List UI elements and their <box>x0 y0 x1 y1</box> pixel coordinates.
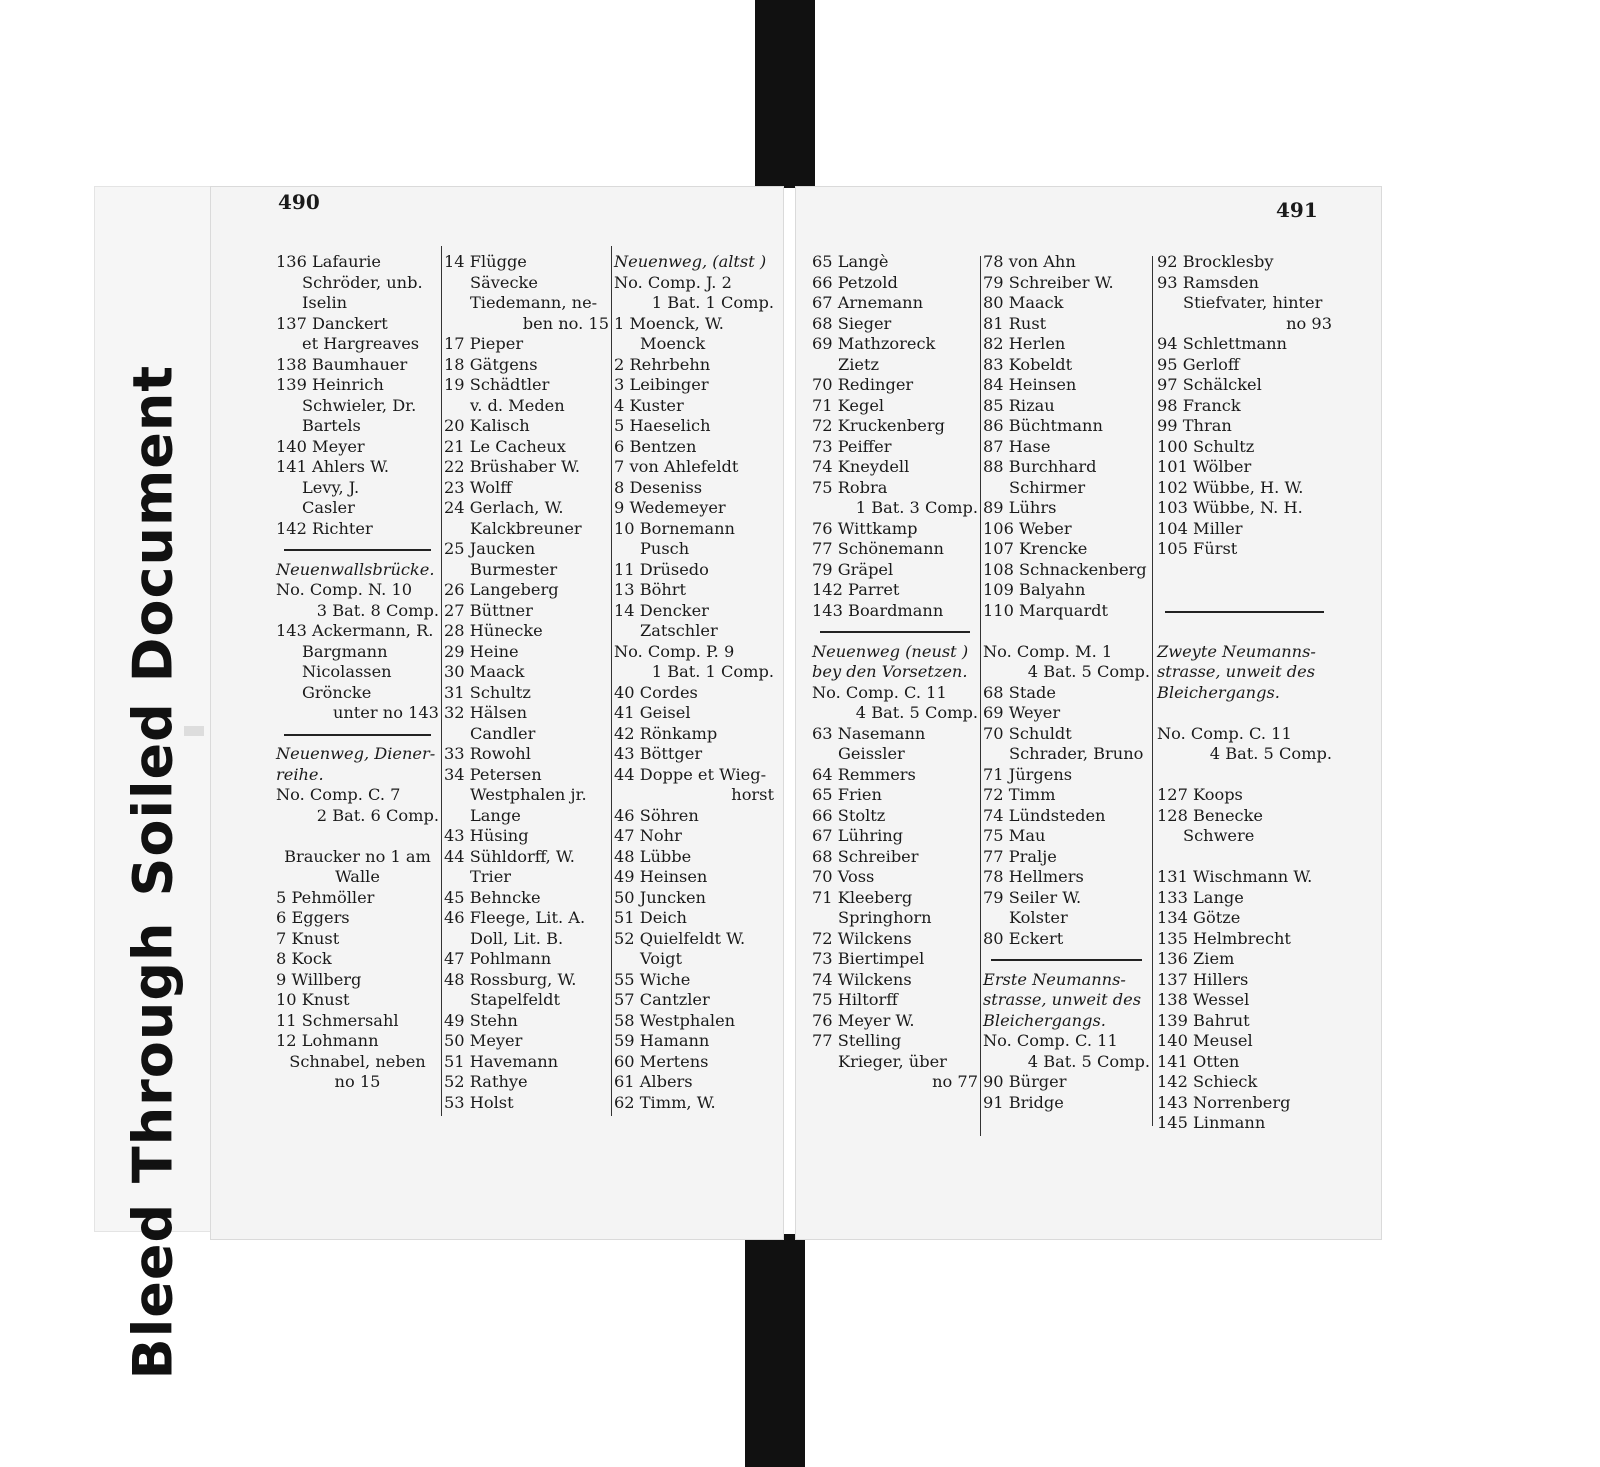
entry-continuation: Levy, J. <box>302 477 360 497</box>
entry-centered-line: no 15 <box>334 1072 381 1091</box>
entry-line: 145 Linmann <box>1157 1113 1266 1132</box>
strip-notch <box>184 726 204 736</box>
entry-line: 12 Lohmann <box>276 1031 379 1050</box>
entry-continuation: Schwere <box>1183 826 1255 845</box>
entry-line: 21 Le Cacheux <box>444 436 566 456</box>
entry-line: 66 Stoltz <box>812 805 886 825</box>
entry-line: 70 Schuldt <box>983 723 1072 743</box>
entry-line: 78 von Ahn <box>983 252 1076 271</box>
entry-line: 61 Albers <box>614 1072 693 1091</box>
entry-line: 142 Schieck <box>1157 1072 1258 1091</box>
column-2 <box>444 252 609 1113</box>
entry-line: 72 Wilckens <box>812 928 912 948</box>
entry-line: 63 Nasemann <box>812 723 926 743</box>
entry-continuation: Krieger, über <box>838 1051 947 1071</box>
entry-line: 99 Thran <box>1157 416 1232 435</box>
entry-line: 81 Rust <box>983 313 1047 333</box>
entry-line: 71 Jürgens <box>983 764 1073 784</box>
entry-line: 42 Rönkamp <box>614 723 718 743</box>
entry-right-line: 4 Bat. 5 Comp. <box>1027 662 1150 681</box>
entry-line: 75 Mau <box>983 826 1046 845</box>
entry-right-line: 3 Bat. 8 Comp. <box>316 600 439 620</box>
entry-line: 90 Bürger <box>983 1072 1067 1091</box>
entry-right-line: 4 Bat. 5 Comp. <box>855 703 978 722</box>
entry-line: 52 Rathye <box>444 1072 528 1091</box>
entry-continuation: Burmester <box>470 559 558 579</box>
entry-line: 135 Helmbrecht <box>1157 928 1291 948</box>
entry-line: 32 Hälsen <box>444 703 528 722</box>
entry-line: 103 Wübbe, N. H. <box>1157 498 1303 517</box>
entry-continuation: Stiefvater, hinter <box>1183 293 1323 312</box>
soiled-document-label: Soiled Document <box>121 364 185 897</box>
entry-line: 29 Heine <box>444 641 519 661</box>
column-divider <box>1152 256 1153 1126</box>
entry-continuation: Zatschler <box>640 621 718 640</box>
entry-line: 138 Wessel <box>1157 990 1250 1009</box>
entry-line: 7 Knust <box>276 928 340 948</box>
section-rule <box>1157 601 1332 622</box>
entry-line: 71 Kegel <box>812 395 885 415</box>
entry-line: 46 Söhren <box>614 805 699 825</box>
entry-line: No. Comp. C. 11 <box>1157 723 1292 743</box>
entry-line: 59 Hamann <box>614 1031 710 1050</box>
entry-line: 55 Wiche <box>614 969 691 989</box>
entry-right-line: no 77 <box>932 1072 978 1091</box>
entry-line: 78 Hellmers <box>983 867 1084 886</box>
entry-line: 86 Büchtmann <box>983 416 1103 435</box>
entry-line: 24 Gerlach, W. <box>444 498 564 517</box>
entry-line: 79 Gräpel <box>812 559 894 579</box>
entry-line: 48 Lübbe <box>614 846 692 866</box>
entry-line: 77 Schönemann <box>812 539 944 558</box>
entry-line: 142 Parret <box>812 580 900 599</box>
entry-line: 75 Robra <box>812 477 888 497</box>
entry-line: 5 Haeselich <box>614 416 711 435</box>
entry-line: 104 Miller <box>1157 518 1243 538</box>
entry-line: 7 von Ahlefeldt <box>614 457 739 476</box>
entry-line: 19 Schädtler <box>444 375 550 394</box>
entry-line: 105 Fürst <box>1157 539 1238 558</box>
entry-line: 80 Maack <box>983 293 1064 312</box>
entry-line: 137 Hillers <box>1157 969 1249 989</box>
entry-line: 65 Frien <box>812 785 882 804</box>
entry-continuation: v. d. Meden <box>470 395 565 415</box>
column-4 <box>812 252 978 1093</box>
entry-line: 25 Jaucken <box>444 539 536 558</box>
entry-line: 26 Langeberg <box>444 580 559 599</box>
entry-line: 80 Eckert <box>983 928 1064 948</box>
entry-line: 74 Kneydell <box>812 457 910 476</box>
blank-line <box>1157 560 1332 581</box>
entry-line: 51 Deich <box>614 908 687 927</box>
entry-line: 49 Heinsen <box>614 867 708 886</box>
entry-line: 77 Pralje <box>983 846 1057 866</box>
entry-line: 31 Schultz <box>444 682 531 702</box>
section-rule <box>812 621 978 642</box>
entry-line: 75 Hiltorff <box>812 990 898 1009</box>
entry-line: 139 Bahrut <box>1157 1010 1250 1030</box>
entry-line: 79 Schreiber W. <box>983 272 1114 292</box>
entry-line: 137 Danckert <box>276 313 388 333</box>
blank-line <box>1157 580 1332 601</box>
entry-line: 68 Stade <box>983 682 1056 702</box>
entry-line: 33 Rowohl <box>444 744 531 763</box>
entry-line: 141 Ahlers W. <box>276 457 390 476</box>
entry-line: 20 Kalisch <box>444 416 530 435</box>
entry-line: 134 Götze <box>1157 908 1241 927</box>
street-heading: Neuenweg (neust ) <box>812 641 969 661</box>
entry-right-line: 1 Bat. 3 Comp. <box>855 498 978 517</box>
entry-line: 92 Brocklesby <box>1157 252 1274 271</box>
column-5 <box>983 252 1150 1113</box>
entry-line: 128 Benecke <box>1157 805 1263 825</box>
entry-line: 127 Koops <box>1157 785 1243 804</box>
entry-line: 49 Stehn <box>444 1010 518 1030</box>
entry-right-line: 1 Bat. 1 Comp. <box>651 293 774 312</box>
entry-line: 70 Voss <box>812 867 875 886</box>
entry-continuation: Bartels <box>302 416 361 435</box>
entry-line: 65 Langè <box>812 252 889 271</box>
entry-line: 53 Holst <box>444 1092 514 1112</box>
entry-line: 136 Lafaurie <box>276 252 382 271</box>
column-3 <box>614 252 774 1113</box>
watermark-strip <box>94 186 212 1380</box>
entry-right-line: 4 Bat. 5 Comp. <box>1209 744 1332 763</box>
entry-line: 27 Büttner <box>444 600 533 620</box>
section-rule <box>276 724 439 745</box>
entry-continuation: Kolster <box>1009 908 1068 927</box>
entry-continuation: Tiedemann, ne- <box>470 293 598 312</box>
entry-line: 85 Rizau <box>983 395 1055 415</box>
entry-line: 45 Behncke <box>444 887 541 907</box>
street-heading: strasse, unweit des <box>983 990 1142 1009</box>
entry-line: 98 Franck <box>1157 395 1241 415</box>
entry-line: 69 Weyer <box>983 703 1061 722</box>
entry-line: 51 Havemann <box>444 1051 559 1071</box>
entry-right-line: horst <box>731 785 774 804</box>
column-divider <box>980 256 981 1136</box>
entry-line: 17 Pieper <box>444 334 524 353</box>
entry-continuation: Moenck <box>640 334 706 353</box>
entry-continuation: Candler <box>470 723 536 743</box>
entry-line: 62 Timm, W. <box>614 1092 716 1112</box>
column-divider <box>441 246 442 1116</box>
entry-line: 57 Cantzler <box>614 990 710 1009</box>
entry-line: 107 Krencke <box>983 539 1088 558</box>
street-heading: strasse, unweit des <box>1157 662 1316 681</box>
entry-line: 138 Baumhauer <box>276 354 408 374</box>
entry-line: 71 Kleeberg <box>812 887 913 907</box>
entry-line: 110 Marquardt <box>983 600 1109 620</box>
entry-continuation: Lange <box>470 805 521 825</box>
entry-line: 106 Weber <box>983 518 1072 538</box>
binding-gutter-top <box>755 0 815 188</box>
entry-continuation: Schrader, Bruno <box>1009 744 1144 763</box>
entry-centered-line: Braucker no 1 am <box>284 846 431 866</box>
entry-line: 136 Ziem <box>1157 949 1235 968</box>
entry-continuation: Stapelfeldt <box>470 990 560 1009</box>
entry-line: 1 Moenck, W. <box>614 313 724 333</box>
street-heading: Zweyte Neumanns- <box>1157 641 1316 661</box>
entry-line: 11 Schmersahl <box>276 1010 399 1030</box>
blank-line <box>983 621 1150 642</box>
entry-line: 93 Ramsden <box>1157 272 1259 292</box>
blank-line <box>1157 703 1332 724</box>
entry-line: 82 Herlen <box>983 334 1066 353</box>
entry-line: 14 Dencker <box>614 600 709 620</box>
entry-line: 3 Leibinger <box>614 375 709 394</box>
entry-line: 52 Quielfeldt W. <box>614 928 746 948</box>
entry-line: 60 Mertens <box>614 1051 709 1071</box>
entry-line: 23 Wolff <box>444 477 512 497</box>
entry-centered-line: Schnabel, neben <box>289 1051 426 1071</box>
entry-line: 72 Timm <box>983 785 1056 804</box>
entry-line: 109 Balyahn <box>983 580 1086 599</box>
entry-line: 30 Maack <box>444 662 525 681</box>
entry-line: 143 Boardmann <box>812 600 944 620</box>
street-heading: reihe. <box>276 764 324 784</box>
entry-line: No. Comp. C. 11 <box>812 682 947 702</box>
entry-line: No. Comp. J. 2 <box>614 272 732 292</box>
entry-continuation: Pusch <box>640 539 690 558</box>
entry-line: 9 Willberg <box>276 969 362 989</box>
entry-line: 69 Mathzoreck <box>812 334 936 353</box>
entry-continuation: Gröncke <box>302 682 372 702</box>
street-heading: Neuenweg, (altst ) <box>614 252 767 271</box>
entry-line: 76 Meyer W. <box>812 1010 915 1030</box>
entry-line: 34 Petersen <box>444 764 542 784</box>
column-divider <box>611 246 612 1116</box>
entry-line: 8 Deseniss <box>614 477 703 497</box>
street-heading: Bleichergangs. <box>1157 682 1280 702</box>
entry-line: 6 Eggers <box>276 908 350 927</box>
entry-line: 50 Meyer <box>444 1031 523 1050</box>
entry-line: No. Comp. C. 7 <box>276 785 401 804</box>
entry-line: 79 Seiler W. <box>983 887 1082 907</box>
entry-line: 64 Remmers <box>812 764 916 784</box>
entry-line: 141 Otten <box>1157 1051 1240 1071</box>
entry-right-line: 1 Bat. 1 Comp. <box>651 662 774 681</box>
entry-line: 43 Böttger <box>614 744 703 763</box>
entry-line: 66 Petzold <box>812 272 898 292</box>
entry-line: 41 Geisel <box>614 703 691 722</box>
entry-line: 50 Juncken <box>614 887 706 907</box>
entry-line: 11 Drüsedo <box>614 559 709 579</box>
entry-line: 46 Fleege, Lit. A. <box>444 908 586 927</box>
entry-line: 133 Lange <box>1157 887 1244 907</box>
section-rule <box>276 539 439 560</box>
entry-continuation: Sävecke <box>470 272 538 292</box>
entry-continuation: Westphalen jr. <box>470 785 587 804</box>
entry-continuation: Nicolassen <box>302 662 392 681</box>
entry-right-line: unter no 143 <box>332 703 439 722</box>
entry-line: 68 Sieger <box>812 313 892 333</box>
blank-line <box>1157 847 1332 868</box>
entry-line: 97 Schälckel <box>1157 375 1262 394</box>
entry-line: 89 Lührs <box>983 498 1057 517</box>
entry-line: 10 Knust <box>276 990 350 1009</box>
entry-line: 47 Nohr <box>614 826 682 845</box>
entry-line: 100 Schultz <box>1157 436 1255 456</box>
entry-line: 18 Gätgens <box>444 354 538 374</box>
entry-right-line: ben no. 15 <box>522 313 609 333</box>
entry-line: No. Comp. M. 1 <box>983 641 1113 661</box>
entry-line: 73 Biertimpel <box>812 949 925 968</box>
entry-line: 131 Wischmann W. <box>1157 867 1313 886</box>
entry-continuation: Springhorn <box>838 908 932 927</box>
entry-line: 68 Schreiber <box>812 846 919 866</box>
column-6 <box>1157 252 1332 1134</box>
entry-line: 142 Richter <box>276 518 373 538</box>
entry-line: 9 Wedemeyer <box>614 498 726 517</box>
entry-line: No. Comp. C. 11 <box>983 1031 1118 1050</box>
entry-line: 143 Ackermann, R. <box>276 621 434 640</box>
entry-line: No. Comp. N. 10 <box>276 580 413 599</box>
entry-line: 28 Hünecke <box>444 621 543 640</box>
entry-line: 76 Wittkamp <box>812 518 918 538</box>
entry-line: 74 Wilckens <box>812 969 912 989</box>
blank-line <box>276 826 439 847</box>
entry-line: 44 Sühldorff, W. <box>444 846 575 866</box>
entry-continuation: Bargmann <box>302 641 388 661</box>
entry-line: 84 Heinsen <box>983 375 1077 394</box>
street-heading: Bleichergangs. <box>983 1010 1106 1030</box>
entry-line: 108 Schnackenberg <box>983 559 1147 579</box>
entry-line: 43 Hüsing <box>444 826 529 845</box>
page-number-left: 490 <box>278 190 320 214</box>
entry-line: 2 Rehrbehn <box>614 354 711 374</box>
entry-line: 13 Böhrt <box>614 580 687 599</box>
street-heading: Neuenwallsbrücke. <box>276 559 435 579</box>
entry-line: 143 Norrenberg <box>1157 1092 1291 1112</box>
column-1 <box>276 252 439 1093</box>
entry-continuation: Iselin <box>302 293 348 312</box>
entry-line: 48 Rossburg, W. <box>444 969 577 989</box>
entry-line: 47 Pohlmann <box>444 949 552 968</box>
entry-line: 70 Redinger <box>812 375 914 394</box>
entry-line: 6 Bentzen <box>614 436 697 456</box>
binding-gutter-bottom <box>745 1234 805 1467</box>
entry-line: 94 Schlettmann <box>1157 334 1287 353</box>
entry-line: No. Comp. P. 9 <box>614 641 735 661</box>
entry-continuation: Geissler <box>838 744 905 763</box>
entry-line: 40 Cordes <box>614 682 698 702</box>
entry-line: 58 Westphalen <box>614 1010 736 1030</box>
entry-continuation: Voigt <box>640 949 682 968</box>
bleed-through-label: Bleed Through <box>121 921 185 1380</box>
entry-line: 72 Kruckenberg <box>812 416 945 435</box>
section-rule <box>983 949 1150 970</box>
entry-line: 140 Meusel <box>1157 1031 1253 1050</box>
entry-continuation: Schwieler, Dr. <box>302 395 417 415</box>
entry-right-line: 2 Bat. 6 Comp. <box>316 805 439 825</box>
blank-line <box>1157 765 1332 786</box>
entry-right-line: 4 Bat. 5 Comp. <box>1027 1051 1150 1071</box>
entry-line: 67 Arnemann <box>812 293 924 312</box>
entry-line: 102 Wübbe, H. W. <box>1157 477 1304 497</box>
entry-continuation: Trier <box>470 867 512 886</box>
entry-continuation: Kalckbreuner <box>470 518 582 538</box>
entry-line: 10 Bornemann <box>614 518 735 538</box>
entry-line: 101 Wölber <box>1157 457 1252 476</box>
entry-line: 8 Kock <box>276 949 332 968</box>
entry-line: 5 Pehmöller <box>276 887 375 907</box>
entry-line: 95 Gerloff <box>1157 354 1240 374</box>
entry-line: 14 Flügge <box>444 252 527 271</box>
entry-line: 77 Stelling <box>812 1031 902 1050</box>
entry-line: 73 Peiffer <box>812 436 892 456</box>
entry-continuation: Doll, Lit. B. <box>470 928 564 948</box>
entry-line: 140 Meyer <box>276 436 365 456</box>
entry-line: 22 Brüshaber W. <box>444 457 580 476</box>
entry-line: 91 Bridge <box>983 1092 1064 1112</box>
blank-line <box>1157 621 1332 642</box>
entry-line: 83 Kobeldt <box>983 354 1073 374</box>
street-heading: Neuenweg, Diener- <box>276 744 436 763</box>
entry-line: 88 Burchhard <box>983 457 1097 476</box>
page-number-right: 491 <box>1276 198 1318 222</box>
entry-line: 139 Heinrich <box>276 375 384 394</box>
entry-continuation: Casler <box>302 498 355 517</box>
street-heading: Erste Neumanns- <box>983 969 1126 989</box>
entry-line: 44 Doppe et Wieg- <box>614 764 767 784</box>
entry-line: 4 Kuster <box>614 395 684 415</box>
entry-line: 67 Lühring <box>812 826 904 845</box>
entry-continuation: Schirmer <box>1009 477 1086 497</box>
entry-line: 74 Lündsteden <box>983 805 1106 825</box>
entry-centered-line: Walle <box>335 867 380 886</box>
entry-continuation: et Hargreaves <box>302 334 420 353</box>
entry-continuation: Schröder, unb. <box>302 272 423 292</box>
entry-continuation: Zietz <box>838 354 880 374</box>
street-heading: bey den Vorsetzen. <box>812 662 968 681</box>
entry-line: 87 Hase <box>983 436 1051 456</box>
entry-right-line: no 93 <box>1286 313 1332 333</box>
